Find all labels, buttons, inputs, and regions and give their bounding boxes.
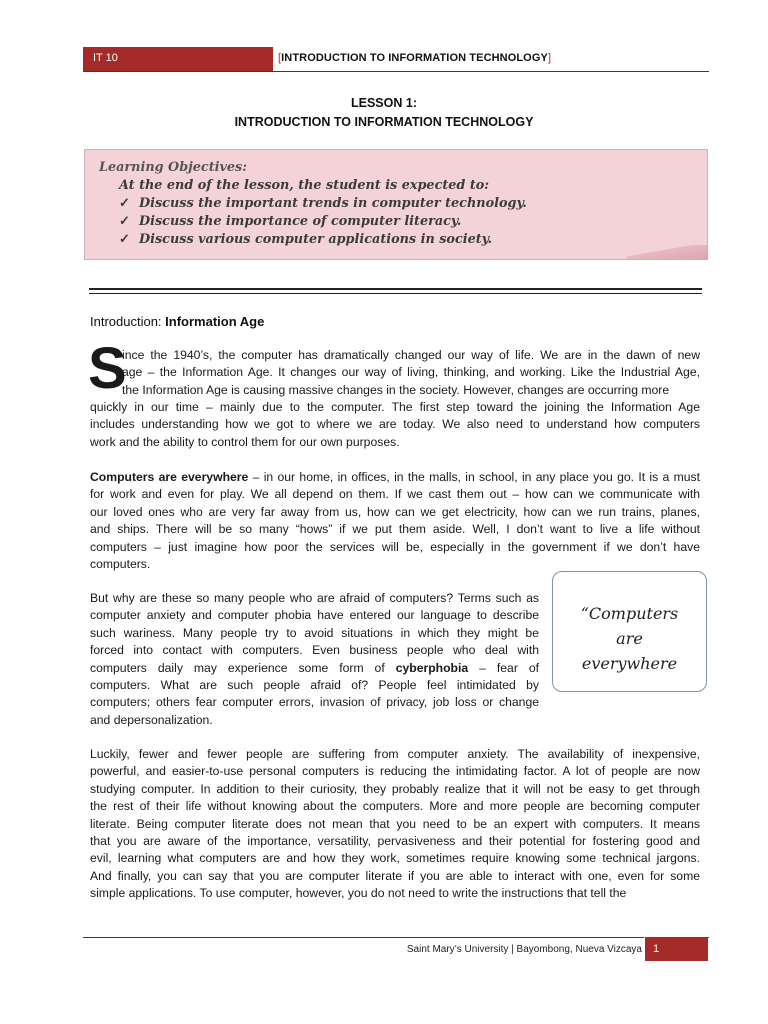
objectives-heading: Learning Objectives: [99, 160, 247, 175]
page-number-box [645, 937, 708, 961]
course-code-tab [83, 47, 273, 71]
paragraph-2: Computers are everywhere – in our home, in offices, in the malls, in school, in any place you go. It is a must for work and even for play. We all depend on them. If we cast them out – how can we communicate with our loved ones who are very far away from us, how can we get electricity, how can we run trains, planes, and ships. There will be so many “hows” if we put them aside. Well, I don’t want to live a life without computers – just imagine how poor the services will be, especially in the government if we don’t have computers. [90, 470, 700, 572]
objective-item: ✓ Discuss the important trends in computer technology. [119, 196, 527, 211]
intro-topic: Information Age [165, 314, 265, 329]
intro-heading: Introduction: Information Age [90, 314, 265, 329]
header-title: [INTRODUCTION TO INFORMATION TECHNOLOGY] [278, 52, 552, 64]
lesson-title: INTRODUCTION TO INFORMATION TECHNOLOGY [234, 115, 534, 129]
footer-separator [644, 937, 645, 961]
paragraph-3: But why are these so many people who are afraid of computers? Terms such as computer anxiety and computer phobia have entered our language to describe such wariness. Many people try to avoid situations in which they might be forced into contact with computers. Even business people who deal with computers daily may experience some form of cyberphobia – fear of computers. What are such people afraid of? People feel intimidated by computers; others fear computer errors, invasion of privacy, job loss or change and depersonalization. [90, 591, 540, 727]
page-number: 1 [653, 943, 660, 955]
section-divider [89, 288, 702, 290]
learning-objectives-text [99, 159, 527, 249]
header-title-text: INTRODUCTION TO INFORMATION TECHNOLOGY [281, 52, 548, 64]
objectives-lead: At the end of the lesson, the student is expected to: [119, 178, 489, 193]
header-rule [83, 71, 709, 72]
checkmark-icon: ✓ [119, 232, 130, 247]
course-code: IT 10 [93, 52, 118, 64]
pull-quote-callout [552, 571, 709, 694]
page-curl-decoration [627, 245, 707, 259]
checkmark-icon: ✓ [119, 196, 130, 211]
cyberphobia-term: cyberphobia [395, 660, 469, 675]
objective-item: ✓ Discuss various computer applications in society. [119, 232, 493, 247]
computers-everywhere-lead: Computers are everywhere [90, 470, 249, 484]
learning-objectives-box [84, 149, 708, 260]
lesson-number: LESSON 1: [351, 96, 417, 110]
footer-institution: Saint Mary’s University | Bayombong, Nueva Vizcaya [406, 944, 642, 955]
pull-quote-text: “Computers are everywhere [580, 604, 679, 673]
checkmark-icon: ✓ [119, 214, 130, 229]
drop-cap: S [88, 336, 127, 401]
paragraph-1: ince the 1940’s, the computer has dramatically changed our way of life. We are in the dawn of new age – the Information Age. It changes our way of living, thinking, and working. Like the Industrial Age, the Information Age is causing massive changes in the society. However, changes are occurring more [122, 348, 700, 397]
objective-item: ✓ Discuss the importance of computer literacy. [119, 214, 462, 229]
footer-rule [83, 937, 709, 938]
section-divider [89, 293, 702, 294]
paragraph-4: Luckily, fewer and fewer people are suffering from computer anxiety. The availability of inexpensive, powerful, and easier-to-use personal computers is reducing the intimidating factor. A lot of people are now studying computer. In addition to their curiosity, they probably realize that it will not be easy to get through the rest of their life without knowing about the computers. More and more people are becoming computer literate. Being computer literate does not mean that you need to be an expert with computers. It means that you are aware of the importance, versatility, pervasiveness and their potential for fostering good and evil, learning what computers are and how they work, sometimes require knowing some technical jargons. And finally, you can say that you are computer literate if you are able to interact with one, even for some simple applications. To use computer, however, you do not need to write the instructions that tell the [90, 747, 700, 901]
paragraph-1-cont: quickly in our time – mainly due to the computer. The first step toward the joining the Information Age includes understanding how we got to where we are today. We also need to understand how computers work and the ability to control them for our own purposes. [90, 400, 700, 449]
